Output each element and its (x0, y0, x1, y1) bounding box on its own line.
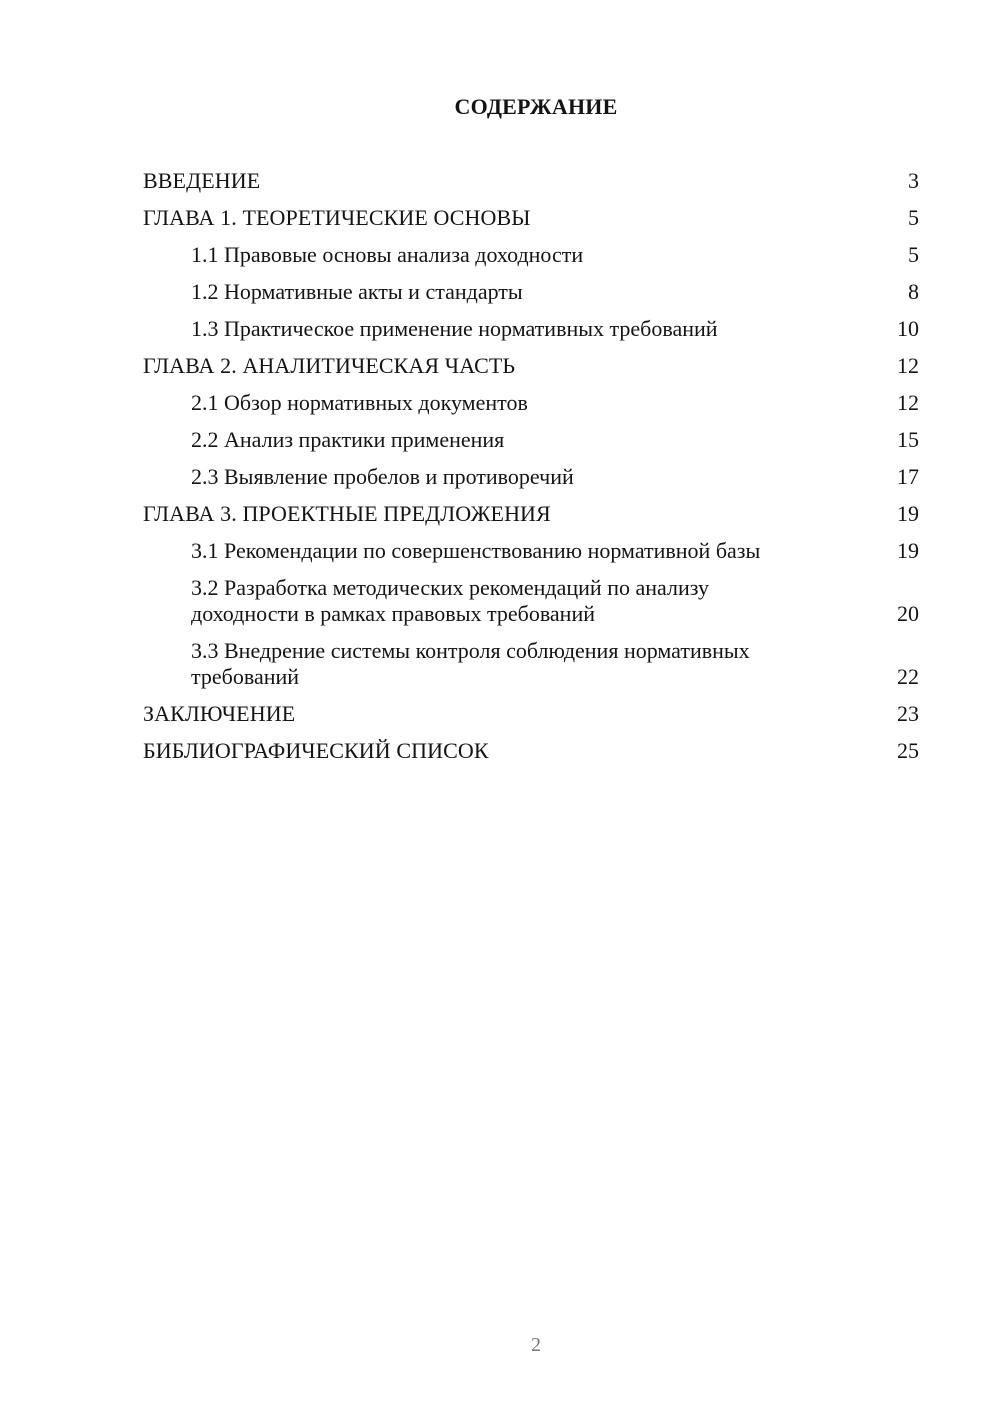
toc-entry-page: 15 (897, 427, 919, 452)
toc-entry-page: 20 (897, 601, 919, 626)
toc-entry-page: 8 (908, 279, 919, 304)
toc-entry-page: 12 (897, 353, 919, 378)
toc-entry[interactable] (143, 168, 919, 194)
toc-entry-page: 3 (908, 168, 919, 193)
toc-entry-text: ГЛАВА 1. ТЕОРЕТИЧЕСКИЕ ОСНОВЫ (143, 205, 531, 230)
toc-subentry[interactable] (143, 316, 919, 342)
table-of-contents (143, 168, 919, 775)
toc-entry[interactable] (143, 353, 919, 379)
toc-subentry[interactable] (143, 427, 919, 453)
toc-subentry[interactable] (143, 279, 919, 305)
toc-entry-page: 12 (897, 390, 919, 415)
toc-entry-text: ГЛАВА 3. ПРОЕКТНЫЕ ПРЕДЛОЖЕНИЯ (143, 501, 551, 526)
toc-entry-page: 5 (908, 205, 919, 230)
toc-entry-page: 23 (897, 701, 919, 726)
toc-entry-text: 1.1 Правовые основы анализа доходности (191, 242, 584, 267)
toc-entry-text: 1.3 Практическое применение нормативных требований (191, 316, 718, 341)
toc-entry-text: БИБЛИОГРАФИЧЕСКИЙ СПИСОК (143, 738, 489, 763)
toc-entry-page: 5 (908, 242, 919, 267)
toc-entry-page: 19 (897, 538, 919, 563)
toc-subentry[interactable] (143, 464, 919, 490)
toc-subentry[interactable] (143, 390, 919, 416)
toc-entry-text: 1.2 Нормативные акты и стандарты (191, 279, 523, 304)
page-number: 2 (531, 1334, 541, 1356)
toc-entry-text: 3.3 Внедрение системы контроля соблюдения нормативных требований (191, 638, 750, 689)
toc-entry[interactable] (143, 501, 919, 527)
toc-entry[interactable] (143, 205, 919, 231)
toc-entry-page: 10 (897, 316, 919, 341)
toc-entry-page: 25 (897, 738, 919, 763)
toc-entry-text: ЗАКЛЮЧЕНИЕ (143, 701, 296, 726)
toc-entry[interactable] (143, 701, 919, 727)
toc-subentry[interactable] (143, 638, 919, 690)
toc-subentry[interactable] (143, 242, 919, 268)
toc-entry-text: 2.1 Обзор нормативных документов (191, 390, 528, 415)
toc-subentry[interactable] (143, 538, 919, 564)
toc-entry-text: 3.2 Разработка методических рекомендаций по анализу доходности в рамках правовых требований (191, 575, 709, 626)
toc-entry-text: ВВЕДЕНИЕ (143, 168, 261, 193)
toc-entry-text: ГЛАВА 2. АНАЛИТИЧЕСКАЯ ЧАСТЬ (143, 353, 516, 378)
toc-entry-page: 19 (897, 501, 919, 526)
toc-subentry[interactable] (143, 575, 919, 627)
toc-entry-text: 2.2 Анализ практики применения (191, 427, 505, 452)
toc-title: СОДЕРЖАНИЕ (454, 94, 618, 119)
toc-entry[interactable] (143, 738, 919, 764)
toc-entry-text: 2.3 Выявление пробелов и противоречий (191, 464, 574, 489)
toc-entry-page: 22 (897, 664, 919, 689)
toc-entry-text: 3.1 Рекомендации по совершенствованию нормативной базы (191, 538, 761, 563)
toc-entry-page: 17 (897, 464, 919, 489)
